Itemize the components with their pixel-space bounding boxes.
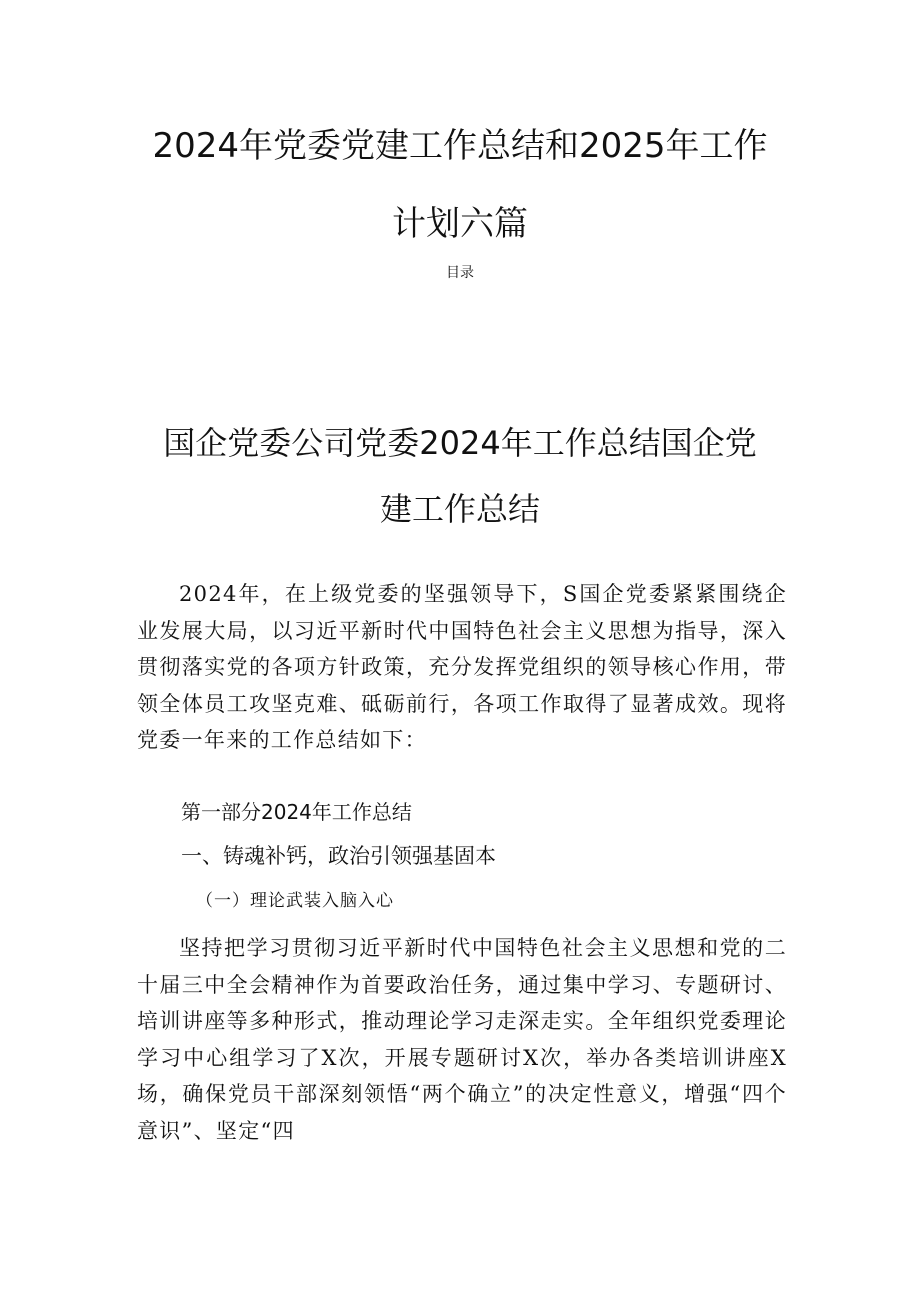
article-title-line1: 国企党委公司党委2024年工作总结国企党 [163,424,757,462]
part-heading: 第一部分2024年工作总结 [181,800,412,824]
toc-label: 目录 [446,265,474,281]
subsection-heading: （一）理论武装入脑入心 [196,891,394,911]
document-title-line2: 计划六篇 [392,204,528,244]
intro-paragraph: 2024年，在上级党委的坚强领导下，S国企党委紧紧围绕企业发展大局，以习近平新时代中国特色社会主义思想为指导，深入贯彻落实党的各项方针政策，充分发挥党组织的领导核心作用，带领全体员工攻坚克难、砥砺前行，各项工作取得了显著成效。现将党委一年来的工作总结如下： [137,582,787,752]
article-title-line2: 建工作总结 [379,490,540,528]
body-paragraph: 坚持把学习贯彻习近平新时代中国特色社会主义思想和党的二十届三中全会精神作为首要政治任务，通过集中学习、专题研讨、培训讲座等多种形式，推动理论学习走深走实。全年组织党委理论学习中心组学习了X次，开展专题研讨X次，举办各类培训讲座X场，确保党员干部深刻领悟“两个确立”的决定性意义，增强“四个意识”、坚定“四 [137,936,787,1143]
document-title-line1: 2024年党委党建工作总结和2025年工作 [152,126,768,166]
section-heading: 一、铸魂补钙，政治引领强基固本 [181,844,496,868]
